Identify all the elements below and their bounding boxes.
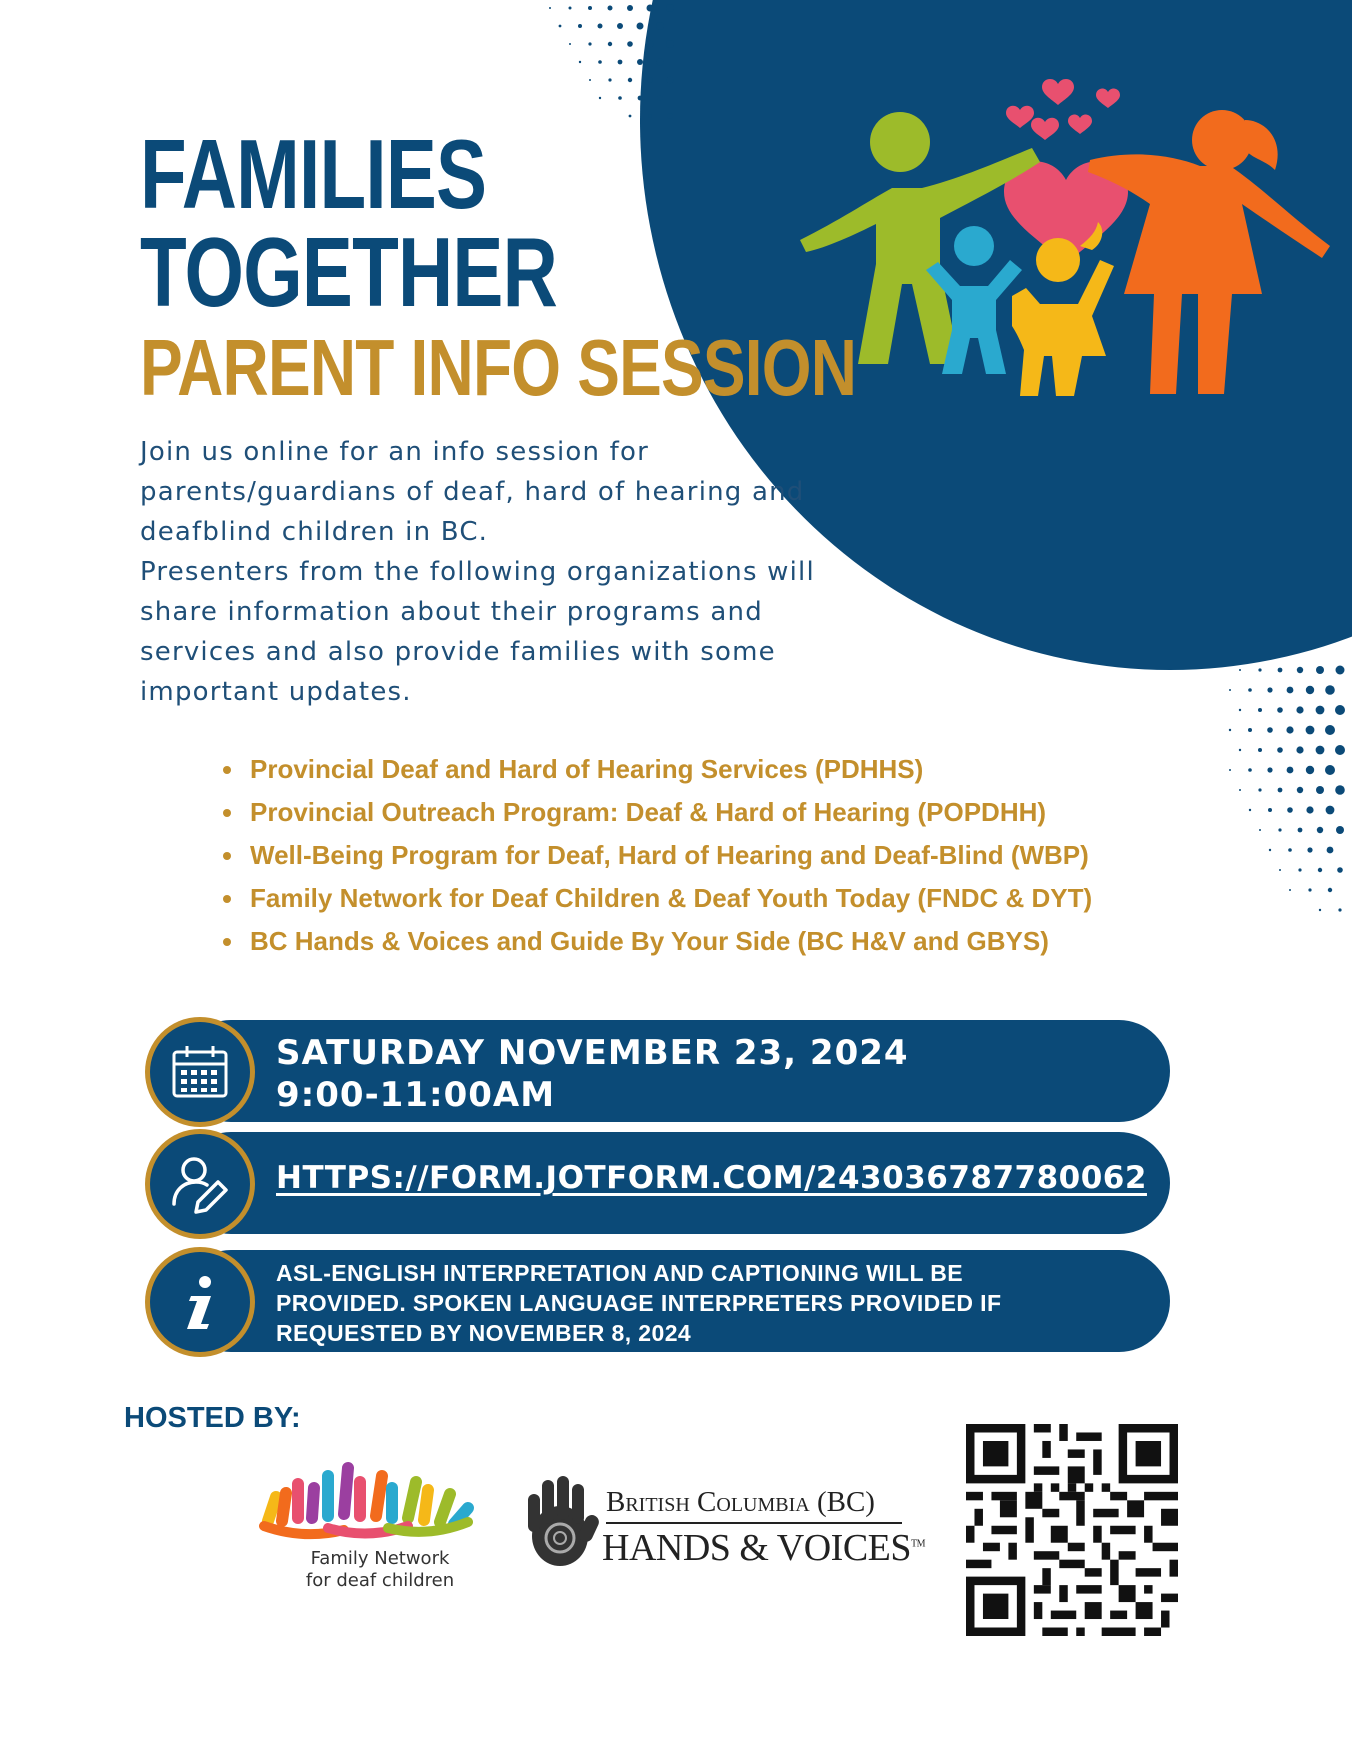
info-icon [175, 1272, 225, 1332]
list-item: • BC Hands & Voices and Guide By Your Side (BC H&V and GBYS) [246, 920, 1092, 963]
halftone-dots-right [1170, 660, 1352, 940]
fndc-logo [258, 1446, 480, 1546]
list-item: • Well-Being Program for Deaf, Hard of Hearing and Deaf-Blind (WBP) [246, 834, 1092, 877]
event-datetime [276, 1032, 909, 1116]
fndc-logo-text [290, 1548, 470, 1592]
trademark: TM [911, 1538, 926, 1550]
qr-code[interactable] [966, 1424, 1178, 1636]
note-line: REQUESTED BY NOVEMBER 8, 2024 [276, 1320, 692, 1346]
event-date: SATURDAY NOVEMBER 23, 2024 [276, 1033, 909, 1073]
note-line: ASL-ENGLISH INTERPRETATION AND CAPTIONING WILL BE [276, 1260, 964, 1286]
person-edit-icon [168, 1152, 232, 1216]
intro-paragraph-2: Presenters from the following organizations will share information about their programs and services and also provide families with some important updates. [140, 557, 815, 707]
hand-print-icon [518, 1474, 600, 1570]
calendar-icon [170, 1042, 230, 1102]
calendar-badge [150, 1022, 250, 1122]
fndc-line2: for deaf children [305, 1570, 455, 1591]
orange-figure [1088, 110, 1330, 394]
organization-list [210, 748, 1092, 963]
list-item: • Provincial Deaf and Hard of Hearing Services (PDHHS) [246, 748, 1092, 791]
note-line: PROVIDED. SPOKEN LANGUAGE INTERPRETERS PROVIDED IF [276, 1290, 1002, 1316]
accessibility-note [276, 1258, 1001, 1348]
bc-hv-line1: British Columbia (BC) [606, 1486, 875, 1518]
list-item: • Provincial Outreach Program: Deaf & Hard of Hearing (POPDHH) [246, 791, 1092, 834]
bc-hv-name: HANDS & VOICES [602, 1527, 912, 1569]
list-item: • Family Network for Deaf Children & Deaf Youth Today (FNDC & DYT) [246, 877, 1092, 920]
subtitle-parent-info-session: PARENT INFO SESSION [140, 323, 857, 412]
yellow-child-figure [1012, 222, 1114, 396]
title-together: TOGETHER [140, 217, 558, 327]
intro-paragraph-1: Join us online for an info session for parents/guardians of deaf, hard of hearing and deafblind children in BC. [140, 437, 805, 547]
registration-badge [150, 1134, 250, 1234]
family-illustration [790, 70, 1340, 400]
info-badge [150, 1252, 250, 1352]
fndc-line1: Family Network [310, 1548, 450, 1569]
bc-hv-divider [606, 1522, 902, 1524]
hosted-by-heading: HOSTED BY: [124, 1402, 301, 1434]
title-families: FAMILIES [140, 119, 487, 229]
registration-link[interactable]: HTTPS://FORM.JOTFORM.COM/243036787780062 [276, 1160, 1147, 1196]
halftone-dots-top [480, 0, 680, 130]
intro-text [140, 432, 850, 712]
event-time: 9:00-11:00AM [276, 1075, 556, 1115]
bc-hv-line2 [602, 1526, 925, 1570]
